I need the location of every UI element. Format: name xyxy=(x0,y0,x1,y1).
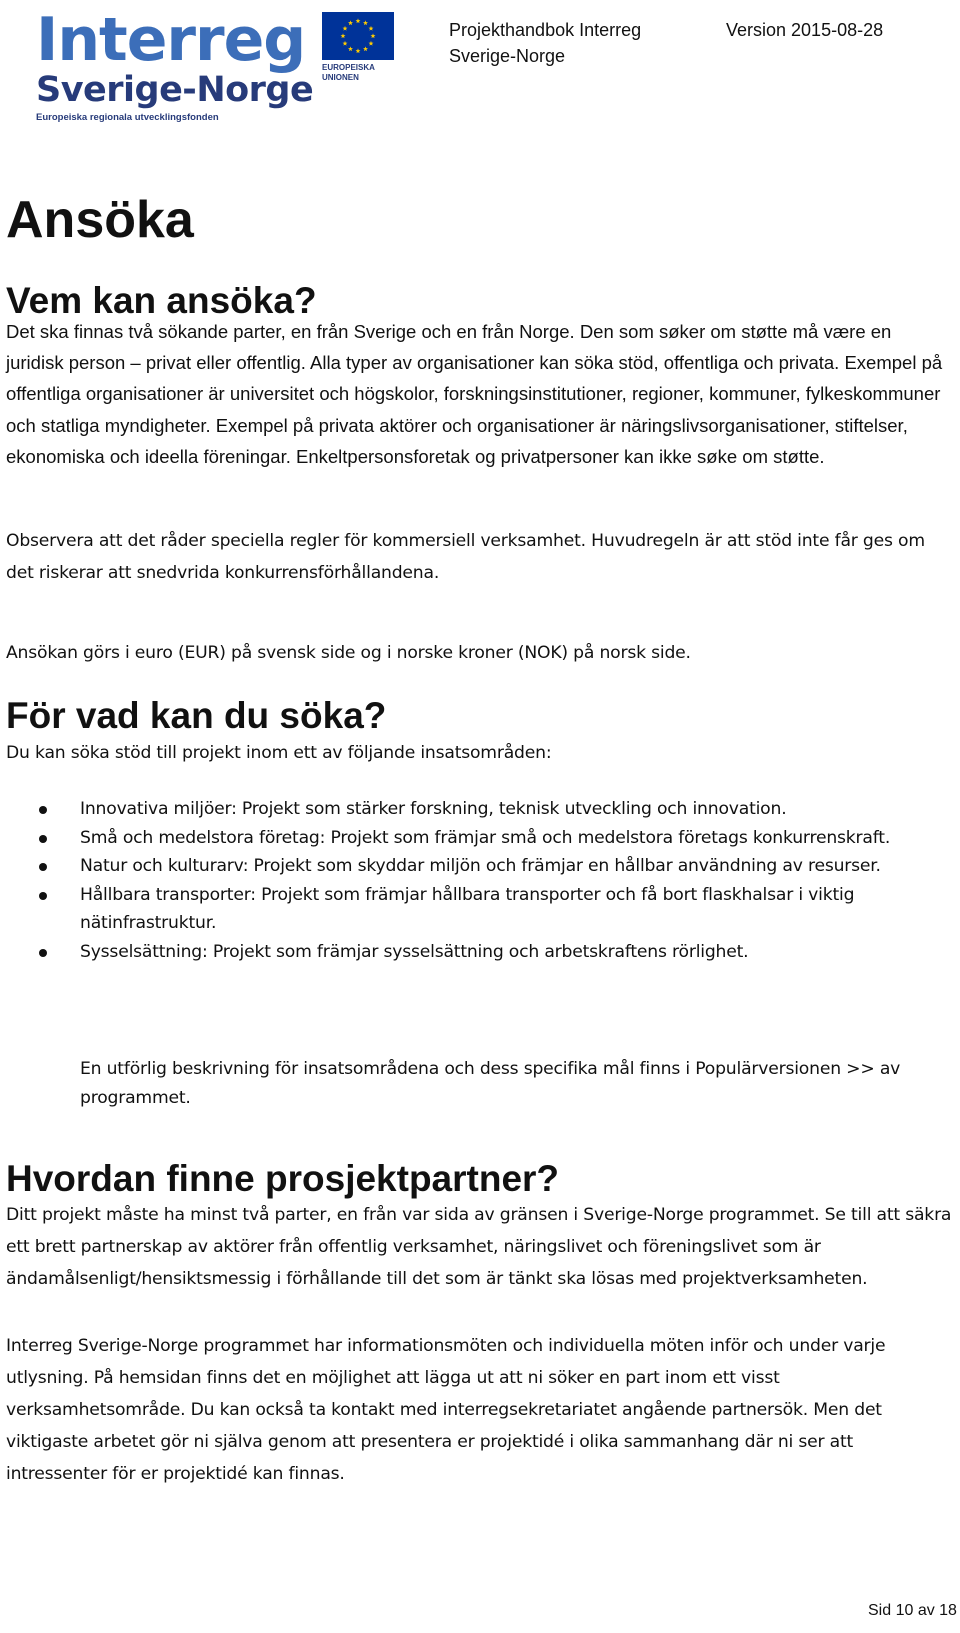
paragraph-partner-2: Interreg Sverige-Norge programmet har informationsmöten och individuella möten inför och under varje utlysning. På hemsidan finns det en möjlighet att lägga ut att ni söker en part inom ett visst verksamhetsområde. Du kan också ta kontakt med interregsekretariatet angående partnersök. Men det viktigaste arbetet gör ni själva genom att presentera er projektidé i olika sammanhang där ni ser att intressenter för er projektidé kan finnas. xyxy=(6,1336,886,1484)
page-number: Sid 10 av 18 xyxy=(868,1602,957,1619)
section-heading-what: För vad kan du söka? xyxy=(6,695,387,736)
eu-label xyxy=(322,63,375,83)
bullet-icon xyxy=(39,806,47,814)
paragraph-who-2: Observera att det råder speciella regler för kommersiell verksamhet. Huvudregeln är att stöd inte får ges om det riskerar att snedvrida konkurrensförhållandena. xyxy=(6,531,925,583)
paragraph-who-1 xyxy=(6,316,951,472)
logo-interreg-text: Interreg xyxy=(36,5,306,75)
document-title-text: Projekthandbok Interreg Sverige-Norge xyxy=(449,20,642,66)
paragraph-partner-1: Ditt projekt måste ha minst två parter, en från var sida av gränsen i Sverige-Norge programmet. Se till att säkra ett brett partnerskap av aktörer från offentlig verksamhet, näringslivet och föreningslivet som är ändamålsenligt/hensiktsmessig i förhållande till det som är tänkt ska lösas med projektverksamheten. xyxy=(6,1205,952,1289)
logo-region-text: Sverige-Norge xyxy=(36,70,314,110)
bullet-icon xyxy=(39,863,47,871)
paragraph-what-note: En utförlig beskrivning för insatsområdena och dess specifika mål finns i Populärversionen >> av programmet. xyxy=(80,1059,901,1108)
eu-label-line2: UNIONEN xyxy=(322,73,359,82)
eu-label-line1: EUROPEISKA xyxy=(322,63,375,72)
list-item-text: Natur och kulturarv: Projekt som skyddar miljön och främjar en hållbar användning av resurser. xyxy=(80,856,881,876)
focus-area-list xyxy=(0,795,940,966)
list-item-text: Sysselsättning: Projekt som främjar sysselsättning och arbetskraftens rörlighet. xyxy=(80,941,749,962)
logo-fund-text: Europeiska regionala utvecklingsfonden xyxy=(36,112,219,123)
list-item xyxy=(0,824,940,853)
list-item xyxy=(0,852,940,881)
list-item-text: Hållbara transporter: Projekt som främjar hållbara transporter och få bort flaskhalsar i viktig nätinfrastruktur. xyxy=(80,884,855,933)
list-item xyxy=(0,881,940,938)
section-heading-who: Vem kan ansöka? xyxy=(6,280,317,321)
list-item xyxy=(0,938,940,967)
paragraph-who-3: Ansökan görs i euro (EUR) på svensk side og i norske kroner (NOK) på norsk side. xyxy=(6,643,691,663)
paragraph-who-1-text: Det ska finnas två sökande parter, en från Sverige och en från Norge. Den som søker om støtte må være en juridisk person – privat eller offentlig. Alla typer av organisationer kan söka stöd, offentliga och privata. Exempel på offentliga organisationer är universitet och högskolor, forskningsinstitutioner, regioner, kommuner, fylkeskommuner och statliga myndigheter. Exempel på privata aktörer och organisationer är näringslivsorganisationer, stiftelser, ekonomiska och ideella föreningar. Enkeltpersonsforetak og privatpersoner kan ikke søke om støtte. xyxy=(6,321,943,467)
bullet-icon xyxy=(39,949,47,957)
list-item-text: Små och medelstora företag: Projekt som främjar små och medelstora företags konkurrenskraft. xyxy=(80,827,891,848)
list-item-text: Innovativa miljöer: Projekt som stärker forskning, teknisk utveckling och innovation. xyxy=(80,799,787,819)
page-title: Ansöka xyxy=(6,191,194,249)
bullet-icon xyxy=(39,892,47,900)
document-title xyxy=(449,17,679,69)
bullet-icon xyxy=(39,835,47,843)
paragraph-what-intro: Du kan söka stöd till projekt inom ett av följande insatsområden: xyxy=(6,743,552,763)
list-item xyxy=(0,795,940,824)
document-version: Version 2015-08-28 xyxy=(726,20,884,40)
eu-flag-icon xyxy=(322,12,394,60)
section-heading-partner: Hvordan finne prosjektpartner? xyxy=(6,1158,560,1199)
